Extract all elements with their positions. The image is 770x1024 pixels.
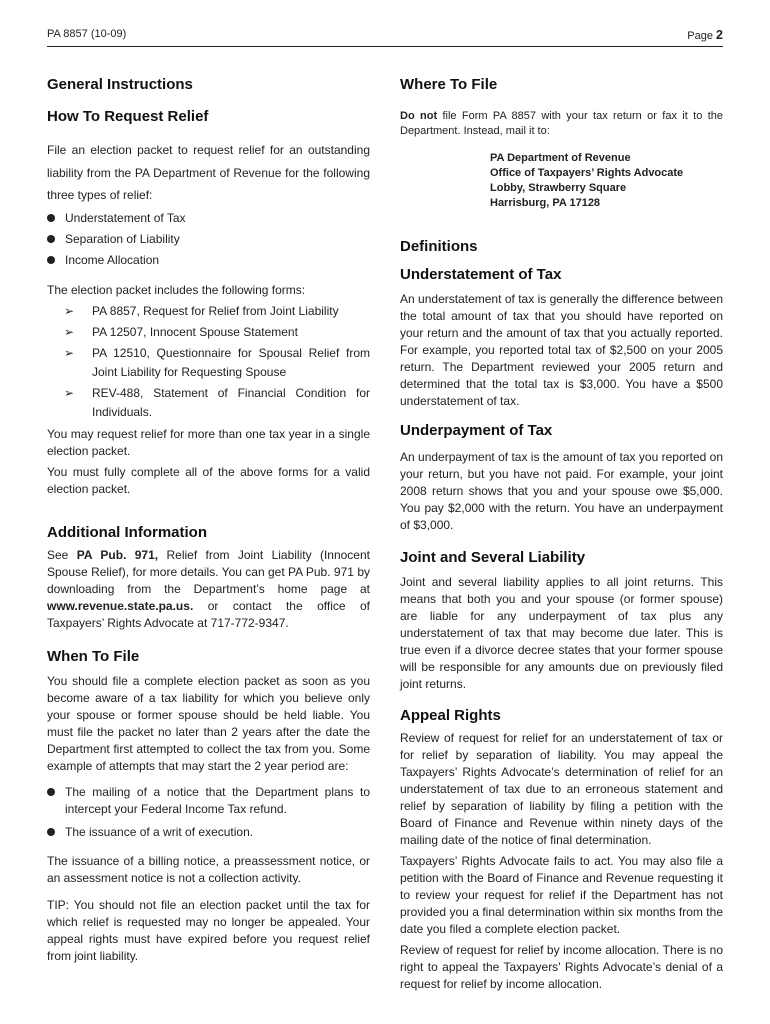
appeal-paragraph-2: Taxpayers’ Rights Advocate fails to act. You may also file a petition with the Board of Finance and Revenue requesting it to review your request for relief if the Department has not provided you a final determination within six months from the date you filed a complete election packet. — [400, 854, 723, 936]
relief-type-label: Understatement of Tax — [65, 210, 186, 225]
additional-text-2: or contact the office of Taxpayers’ Rights Advocate at 717-772-9347. — [47, 598, 370, 630]
address-line: Office of Taxpayers’ Rights Advocate — [490, 167, 684, 179]
form-label: PA 12507, Innocent Spouse Statement — [92, 324, 298, 339]
form-label: PA 12510, Questionnaire for Spousal Relief from Joint Liability for Requesting Spouse — [92, 345, 370, 379]
where-to-file-paragraph — [400, 109, 723, 139]
joint-liability-paragraph: Joint and several liability applies to all joint returns. This means that both you and your spouse (or former spouse) are liable for any underpayment of tax plus any understatement of tax that may become due later. This is true even if a divorce decree states that your former spouse will be responsible for any amounts due on previously filed joint returns. — [400, 575, 723, 691]
how-to-request-relief-heading: How To Request Relief — [47, 108, 209, 125]
forms-list — [47, 302, 370, 422]
additional-text-1: Relief from Joint Liability (Innocent Spouse Relief), for more details. You can get PA Pub. 971 by downloading from the Department’s home page at — [47, 547, 370, 596]
arrow-icon: ➢ — [64, 385, 75, 400]
see-text: See — [47, 547, 69, 562]
relief-types-list — [47, 210, 370, 269]
joint-liability-heading: Joint and Several Liability — [400, 549, 586, 566]
list-item — [47, 210, 370, 227]
where-text: file Form PA 8857 with your tax return or fax it to the Department. Instead, mail it to: — [400, 110, 723, 137]
billing-notice-paragraph: The issuance of a billing notice, a preassessment notice, or an assessment notice is not a collection activity. — [47, 853, 370, 885]
list-item — [47, 323, 370, 342]
left-column — [47, 72, 370, 965]
header-rule — [47, 46, 723, 47]
page-header — [47, 28, 723, 48]
underpayment-heading: Underpayment of Tax — [400, 422, 553, 439]
address-line: PA Department of Revenue — [490, 152, 631, 164]
definitions-heading: Definitions — [400, 238, 478, 255]
forms-intro: The election packet includes the following forms: — [47, 282, 306, 297]
when-to-file-heading: When To File — [47, 647, 140, 665]
appeal-paragraph-1: Review of request for relief for an understatement of tax or for relief by separation of liability. You may appeal the Taxpayers’ Rights Advocate’s determination of relief for an understatement of tax due to an erroneous statement and relief by separation of liability by filing a petition with the Board of Finance and Revenue within ninety days of the mailing date of the notice of final determination. — [400, 731, 723, 847]
understatement-paragraph: An understatement of tax is generally the difference between the total amount of tax that you should have reported on your return and the amount of tax that you actually reported. For example, you reported total tax of $2,500 on your 2005 return. The Department reviewed your 2005 return and determined that the total tax is $3,000. You have a $500 understatement of tax. — [400, 292, 723, 408]
tip-paragraph: TIP: You should not file an election packet until the tax for which relief is requested may no longer be appealed. Your appeal rights must have expired before you request relief from joint liability. — [47, 897, 370, 963]
address-line: Lobby, Strawberry Square — [490, 182, 627, 194]
list-item — [47, 252, 370, 269]
arrow-icon: ➢ — [64, 345, 75, 360]
list-item — [47, 384, 370, 422]
bullet-icon — [47, 788, 55, 796]
do-not-text: Do not — [400, 110, 438, 122]
bullet-icon — [47, 235, 55, 243]
relief-type-label: Separation of Liability — [65, 231, 180, 246]
when-to-file-list — [47, 784, 370, 841]
list-item — [47, 344, 370, 382]
pub-971-ref: PA Pub. 971, — [76, 547, 159, 562]
additional-information-paragraph — [47, 547, 370, 632]
multi-year-paragraph: You may request relief for more than one tax year in a single election packet. — [47, 426, 370, 458]
appeal-rights-heading: Appeal Rights — [400, 707, 501, 724]
right-column — [400, 72, 723, 993]
page-number-value: 2 — [716, 28, 723, 42]
bullet-icon — [47, 256, 55, 264]
howto-paragraph: File an election packet to request relief for an outstanding liability from the PA Department of Revenue for the following three types of relief: — [47, 143, 370, 202]
page-number — [687, 28, 723, 42]
revenue-url: www.revenue.state.pa.us. — [47, 598, 194, 613]
page-label: Page — [687, 30, 713, 42]
when-to-file-paragraph: You should file a complete election packet as soon as you become aware of a tax liability for which you believe only your spouse or former spouse should be held liable. You must file the packet no later than 2 years after the date the Department first attempted to collect the tax from you. Some example of attempts that may start the 2 year period are: — [47, 673, 370, 773]
understatement-heading: Understatement of Tax — [400, 266, 562, 283]
list-item — [47, 231, 370, 248]
form-label: PA 8857, Request for Relief from Joint Liability — [92, 303, 339, 318]
list-item — [47, 784, 370, 818]
appeal-paragraph-3: Review of request for relief by income allocation. There is no right to appeal the Taxpayers’ Rights Advocate’s denial of a request for relief by income allocation. — [400, 943, 723, 991]
general-instructions-heading: General Instructions — [47, 76, 193, 93]
list-item — [47, 824, 370, 841]
bullet-icon — [47, 214, 55, 222]
when-bullet-text: The mailing of a notice that the Department plans to intercept your Federal Income Tax refund. — [65, 784, 370, 816]
where-to-file-heading: Where To File — [400, 76, 498, 93]
relief-type-label: Income Allocation — [65, 252, 160, 267]
form-id: PA 8857 (10-09) — [47, 28, 127, 40]
complete-forms-paragraph: You must fully complete all of the above forms for a valid election packet. — [47, 464, 370, 496]
address-line: Harrisburg, PA 17128 — [490, 197, 601, 209]
list-item — [47, 302, 370, 321]
form-label: REV-488, Statement of Financial Condition for Individuals. — [92, 385, 370, 419]
mailing-address — [490, 151, 723, 211]
arrow-icon: ➢ — [64, 324, 75, 339]
arrow-icon: ➢ — [64, 303, 75, 318]
underpayment-paragraph: An underpayment of tax is the amount of tax you reported on your return, but you have not paid. For example, your joint 2008 return shows that you and your spouse owe $5,000. You pay $2,000 with the return. You have an underpayment of $3,000. — [400, 450, 723, 532]
when-bullet-text: The issuance of a writ of execution. — [65, 824, 254, 839]
additional-information-heading: Additional Information — [47, 523, 207, 541]
bullet-icon — [47, 828, 55, 836]
